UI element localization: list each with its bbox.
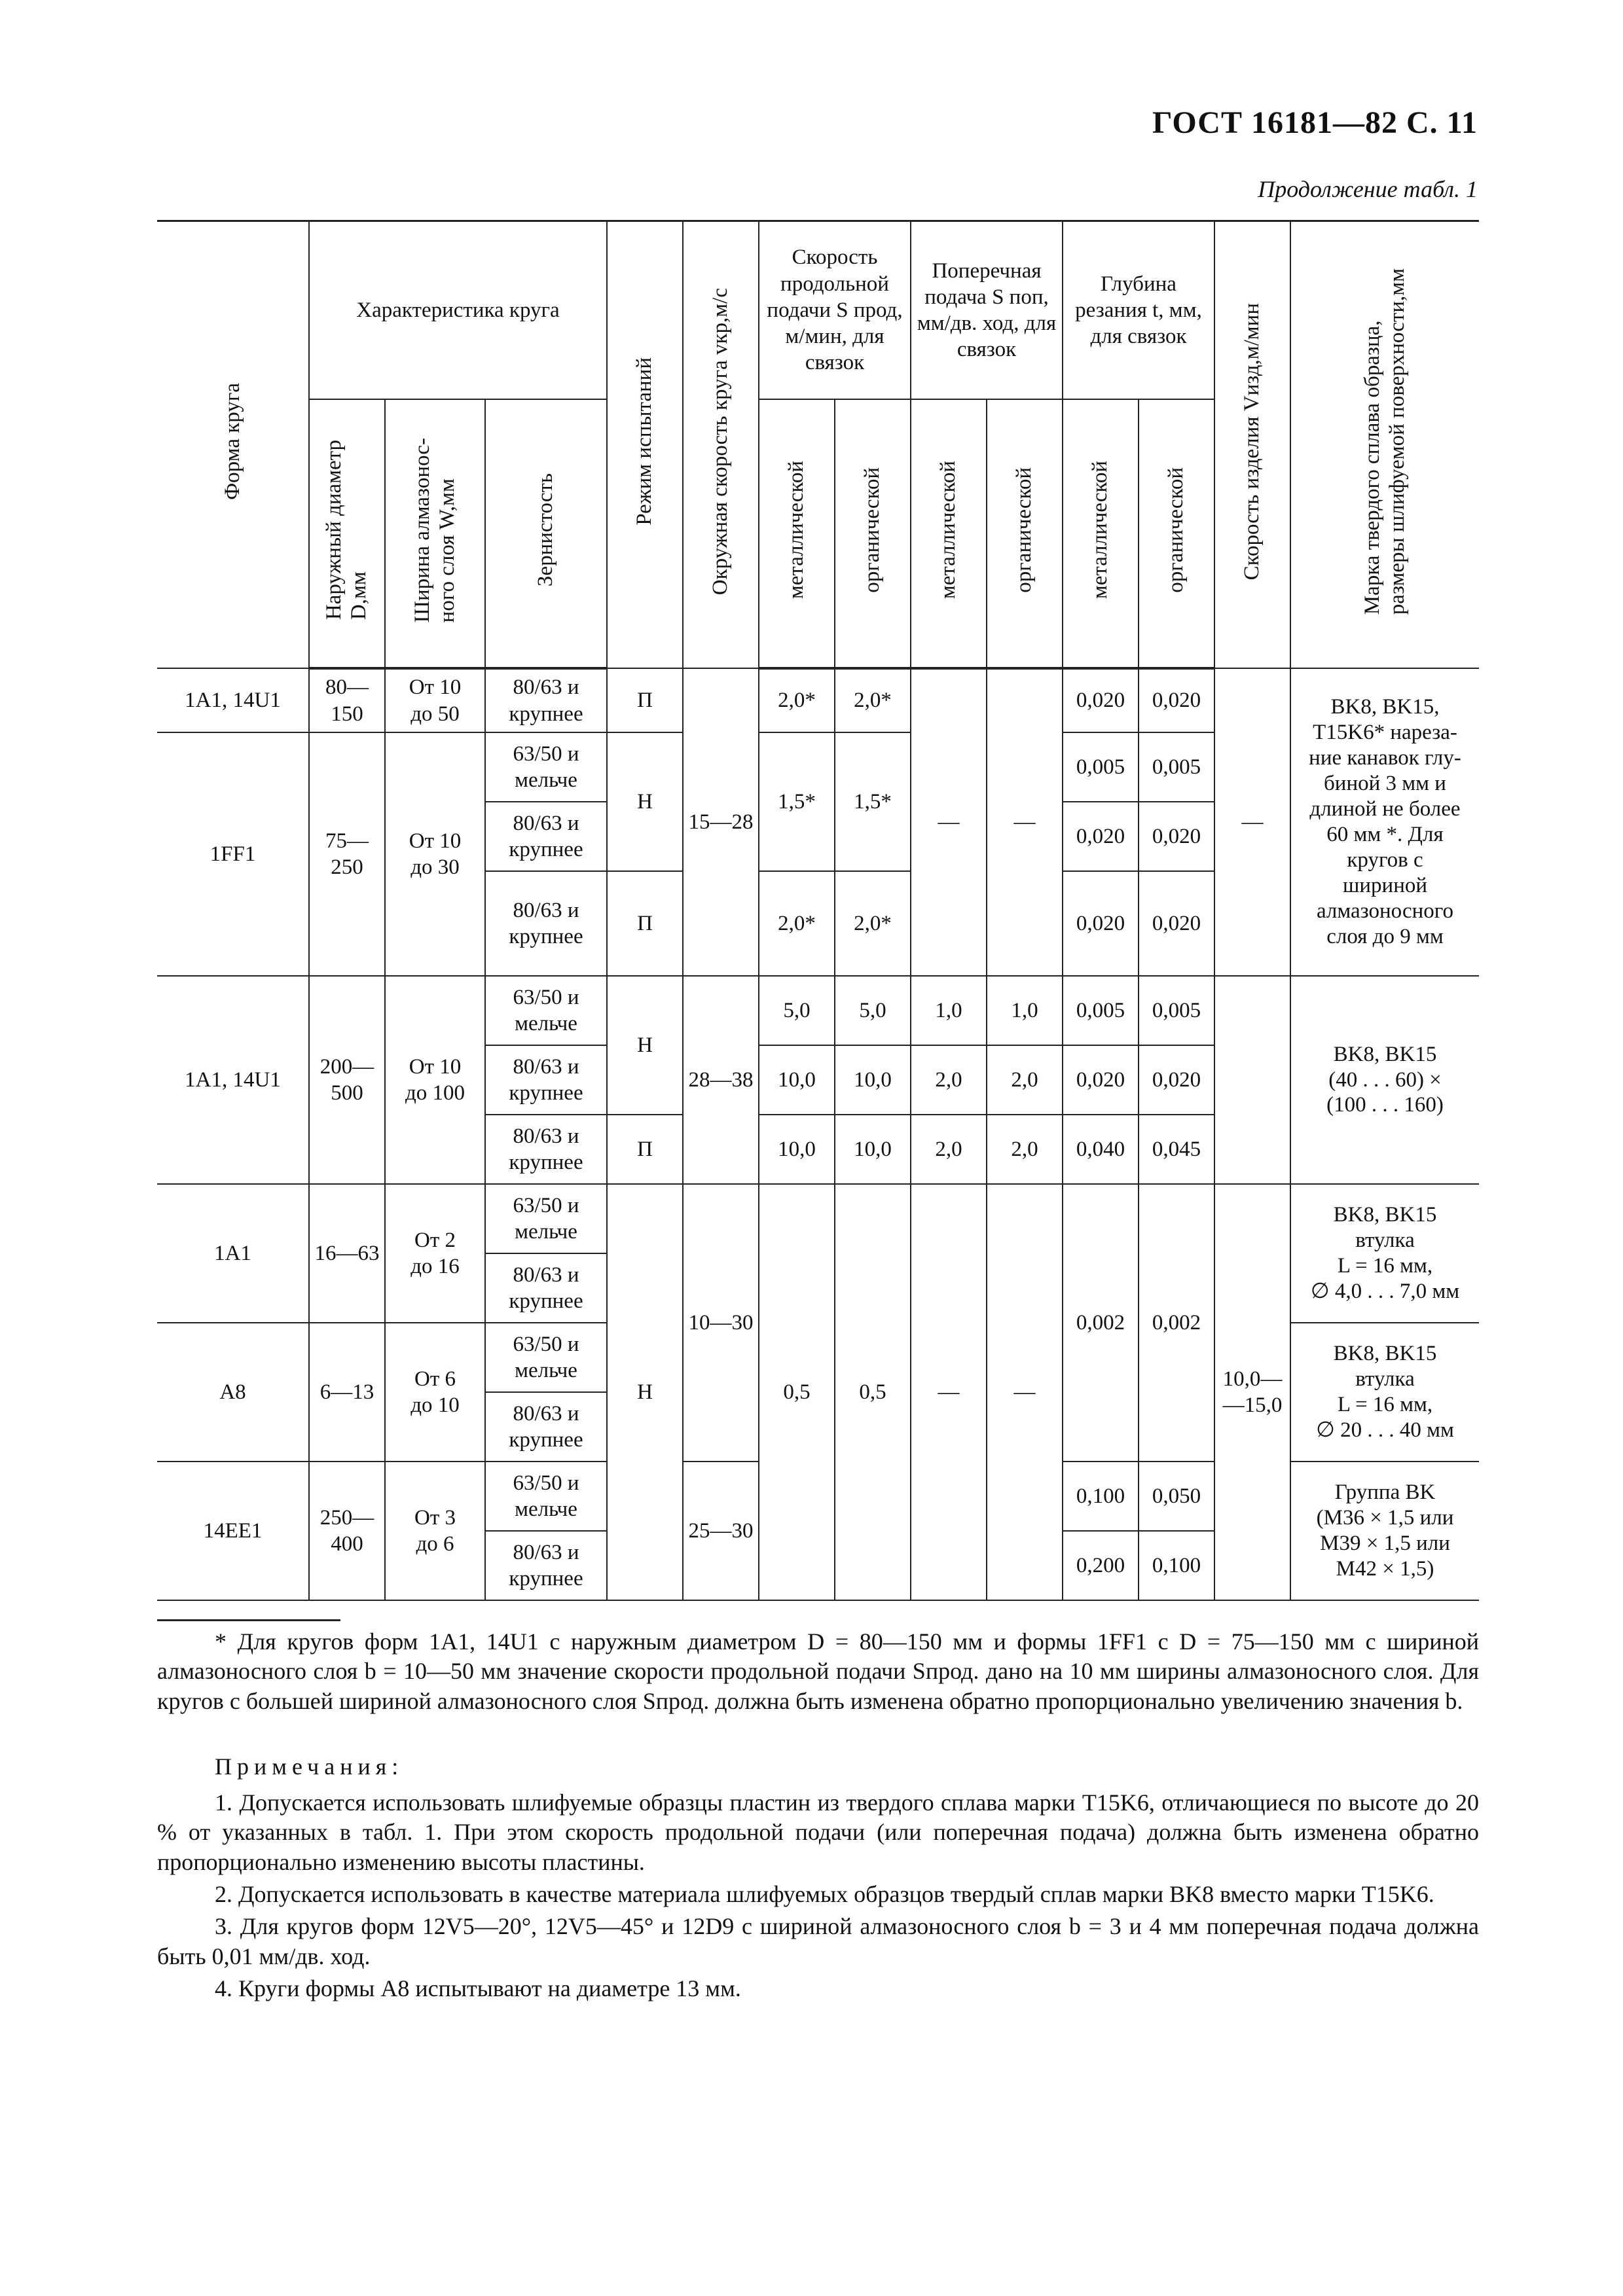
header-outer-diameter: Наружный диаметр D,мм [309,399,385,668]
cell-depth-metal: 0,020 [1063,1045,1139,1115]
cell-mode: П [607,871,683,976]
cell-grit: 63/50 и мельче [485,732,607,802]
cell-width: От 10 до 100 [385,976,485,1184]
cell-speed: 10—30 [683,1184,759,1462]
table-row [157,976,1479,1045]
note-item: 3. Для кругов форм 12V5—20°, 12V5—45° и 12D9 с шириной алмазоносного слоя b = 3 и 4 мм поперечная подача должна быть 0,01 мм/дв. ход. [157,1913,1479,1969]
header-grit: Зернистость [485,399,607,668]
cell-grit: 63/50 и мельче [485,1462,607,1531]
header-mode: Режим испытаний [607,221,683,669]
cell-mode: Н [607,976,683,1115]
cell-grit: 63/50 и мельче [485,1323,607,1392]
note-item: 2. Допускается использовать в качестве материала шлифуемых образцов твердый сплав марки BK8 вместо марки T15K6. [215,1881,1434,1908]
cell-cross-feed-metal: — [911,1184,987,1600]
cell-grit: 80/63 и крупнее [485,1531,607,1600]
cell-diameter: 80— 150 [309,668,385,732]
cell-mode: П [607,668,683,732]
note-item: 4. Круги формы A8 испытывают на диаметре 13 мм. [215,1975,741,2002]
table-continuation-label: Продолжение табл. 1 [1258,176,1478,202]
header-cross-feed: Поперечная подача S поп, мм/дв. ход, для связок [911,221,1063,400]
cell-long-feed-metal: 2,0* [759,668,835,732]
cell-cross-feed-metal: 1,0 [911,976,987,1045]
cell-depth-metal: 0,002 [1063,1184,1139,1462]
page-title: ГОСТ 16181—82 С. 11 [1152,105,1478,140]
cell-part-speed: — [1214,668,1290,976]
cell-long-feed-organic: 2,0* [835,871,911,976]
cell-mode: Н [607,1184,683,1600]
cell-diameter: 250— 400 [309,1462,385,1600]
cell-width: От 2 до 16 [385,1184,485,1323]
header-long-feed-organic: органической [835,399,911,668]
test-modes-table [157,220,1479,1601]
header-long-feed: Скорость продольной подачи S прод, м/мин, для связок [759,221,911,400]
cell-depth-organic: 0,020 [1139,668,1214,732]
footnote-divider [157,1619,340,1621]
cell-shape: 1FF1 [157,732,309,976]
table-row [157,1184,1479,1253]
cell-depth-organic: 0,002 [1139,1184,1214,1462]
cell-depth-organic: 0,020 [1139,871,1214,976]
header-cross-feed-organic: органической [987,399,1063,668]
cell-cross-feed-organic: 2,0 [987,1045,1063,1115]
header-cross-feed-metal: металлической [911,399,987,668]
header-peripheral-speed: Окружная скорость круга vкр,м/с [683,221,759,669]
cell-mode: Н [607,732,683,871]
cell-grade: Группа BK (M36 × 1,5 или M39 × 1,5 или M42 × 1,5) [1290,1462,1479,1600]
cell-width: От 6 до 10 [385,1323,485,1462]
cell-cross-feed-organic: 1,0 [987,976,1063,1045]
cell-depth-organic: 0,045 [1139,1115,1214,1184]
cell-cross-feed-organic: 2,0 [987,1115,1063,1184]
cell-grit: 80/63 и крупнее [485,871,607,976]
cell-grit: 80/63 и крупнее [485,1253,607,1323]
header-long-feed-metal: металлической [759,399,835,668]
cell-long-feed-organic: 5,0 [835,976,911,1045]
cell-depth-metal: 0,005 [1063,732,1139,802]
cell-shape: A8 [157,1323,309,1462]
cell-depth-metal: 0,100 [1063,1462,1139,1531]
cell-speed: 15—28 [683,668,759,976]
cell-grit: 80/63 и крупнее [485,802,607,871]
cell-grade: BK8, BK15 (40 . . . 60) × (100 . . . 160) [1290,976,1479,1184]
cell-long-feed-organic: 10,0 [835,1115,911,1184]
cell-grit: 63/50 и мельче [485,976,607,1045]
cell-depth-organic: 0,100 [1139,1531,1214,1600]
cell-cross-feed-metal: — [911,668,987,976]
cell-long-feed-metal: 1,5* [759,732,835,871]
cell-shape: 14EE1 [157,1462,309,1600]
table-row [157,668,1479,732]
cell-shape: 1A1, 14U1 [157,668,309,732]
cell-cross-feed-organic: — [987,1184,1063,1600]
cell-long-feed-metal: 10,0 [759,1045,835,1115]
note-item: 1. Допускается использовать шлифуемые образцы пластин из твердого сплава марки T15K6, отличающиеся по высоте до 20 % от указанных в табл. 1. При этом скорость продольной подачи (или поперечная подача) должна быть изменена обратно пропорционально изменению высоты пластины. [157,1789,1479,1875]
cell-depth-metal: 0,200 [1063,1531,1139,1600]
cell-depth-organic: 0,020 [1139,802,1214,871]
header-wheel-characteristics: Характеристика круга [309,221,607,400]
cell-grit: 63/50 и мельче [485,1184,607,1253]
cell-depth-metal: 0,005 [1063,976,1139,1045]
cell-depth-organic: 0,005 [1139,976,1214,1045]
notes-list [157,1788,1479,2007]
cell-grit: 80/63 и крупнее [485,1392,607,1462]
cell-cross-feed-metal: 2,0 [911,1115,987,1184]
cell-cross-feed-organic: — [987,668,1063,976]
cell-diameter: 200— 500 [309,976,385,1184]
cell-long-feed-organic: 10,0 [835,1045,911,1115]
cell-long-feed-metal: 10,0 [759,1115,835,1184]
cell-speed: 25—30 [683,1462,759,1600]
cell-depth-organic: 0,020 [1139,1045,1214,1115]
header-diamond-width: Ширина алмазонос- ного слоя W,мм [385,399,485,668]
cell-speed: 28—38 [683,976,759,1184]
cell-long-feed-metal: 0,5 [759,1184,835,1600]
header-depth-metal: металлической [1063,399,1139,668]
cell-shape: 1A1, 14U1 [157,976,309,1184]
cell-grit: 80/63 и крупнее [485,1045,607,1115]
cell-grade: BK8, BK15 втулка L = 16 мм, ∅ 4,0 . . . 7,0 мм [1290,1184,1479,1323]
cell-long-feed-organic: 0,5 [835,1184,911,1600]
notes-heading: Примечания: [215,1753,404,1780]
cell-grade: BK8, BK15 втулка L = 16 мм, ∅ 20 . . . 40 мм [1290,1323,1479,1462]
cell-diameter: 6—13 [309,1323,385,1462]
cell-depth-metal: 0,020 [1063,871,1139,976]
cell-depth-metal: 0,020 [1063,668,1139,732]
cell-depth-metal: 0,040 [1063,1115,1139,1184]
cell-shape: 1A1 [157,1184,309,1323]
cell-part-speed [1214,976,1290,1184]
header-depth: Глубина резания t, мм, для связок [1063,221,1214,400]
cell-depth-organic: 0,005 [1139,732,1214,802]
cell-grade: BK8, BK15, T15K6* нареза- ние канавок глу- биной 3 мм и длиной не более 60 мм *. Для кругов с шириной алмазоносного слоя до 9 мм [1290,668,1479,976]
cell-width: От 10 до 30 [385,732,485,976]
header-part-speed: Скорость изделия Vизд,м/мин [1214,221,1290,669]
header-shape: Форма круга [157,221,309,669]
footnote-text: * Для кругов форм 1A1, 14U1 с наружным диаметром D = 80—150 мм и формы 1FF1 с D = 75—150 мм с шириной алмазоносного слоя b = 10—50 мм значение скорости продольной подачи Sпрод. дано на 10 мм ширины алмазоносного слоя. Для кругов с большей шириной алмазоносного слоя Sпрод. должна быть изменена обратно пропорционально увеличению значения b. [157,1628,1479,1714]
cell-cross-feed-metal: 2,0 [911,1045,987,1115]
cell-mode: П [607,1115,683,1184]
cell-width: От 10 до 50 [385,668,485,732]
cell-depth-organic: 0,050 [1139,1462,1214,1531]
cell-long-feed-metal: 5,0 [759,976,835,1045]
header-depth-organic: органической [1139,399,1214,668]
cell-diameter: 16—63 [309,1184,385,1323]
cell-long-feed-organic: 2,0* [835,668,911,732]
cell-depth-metal: 0,020 [1063,802,1139,871]
cell-long-feed-metal: 2,0* [759,871,835,976]
cell-diameter: 75— 250 [309,732,385,976]
cell-part-speed: 10,0— —15,0 [1214,1184,1290,1600]
header-grade: Марка твердого сплава образца, размеры шлифуемой поверхности,мм [1290,221,1479,669]
cell-grit: 80/63 и крупнее [485,668,607,732]
cell-grit: 80/63 и крупнее [485,1115,607,1184]
cell-long-feed-organic: 1,5* [835,732,911,871]
cell-width: От 3 до 6 [385,1462,485,1600]
header-row-1 [157,221,1479,400]
